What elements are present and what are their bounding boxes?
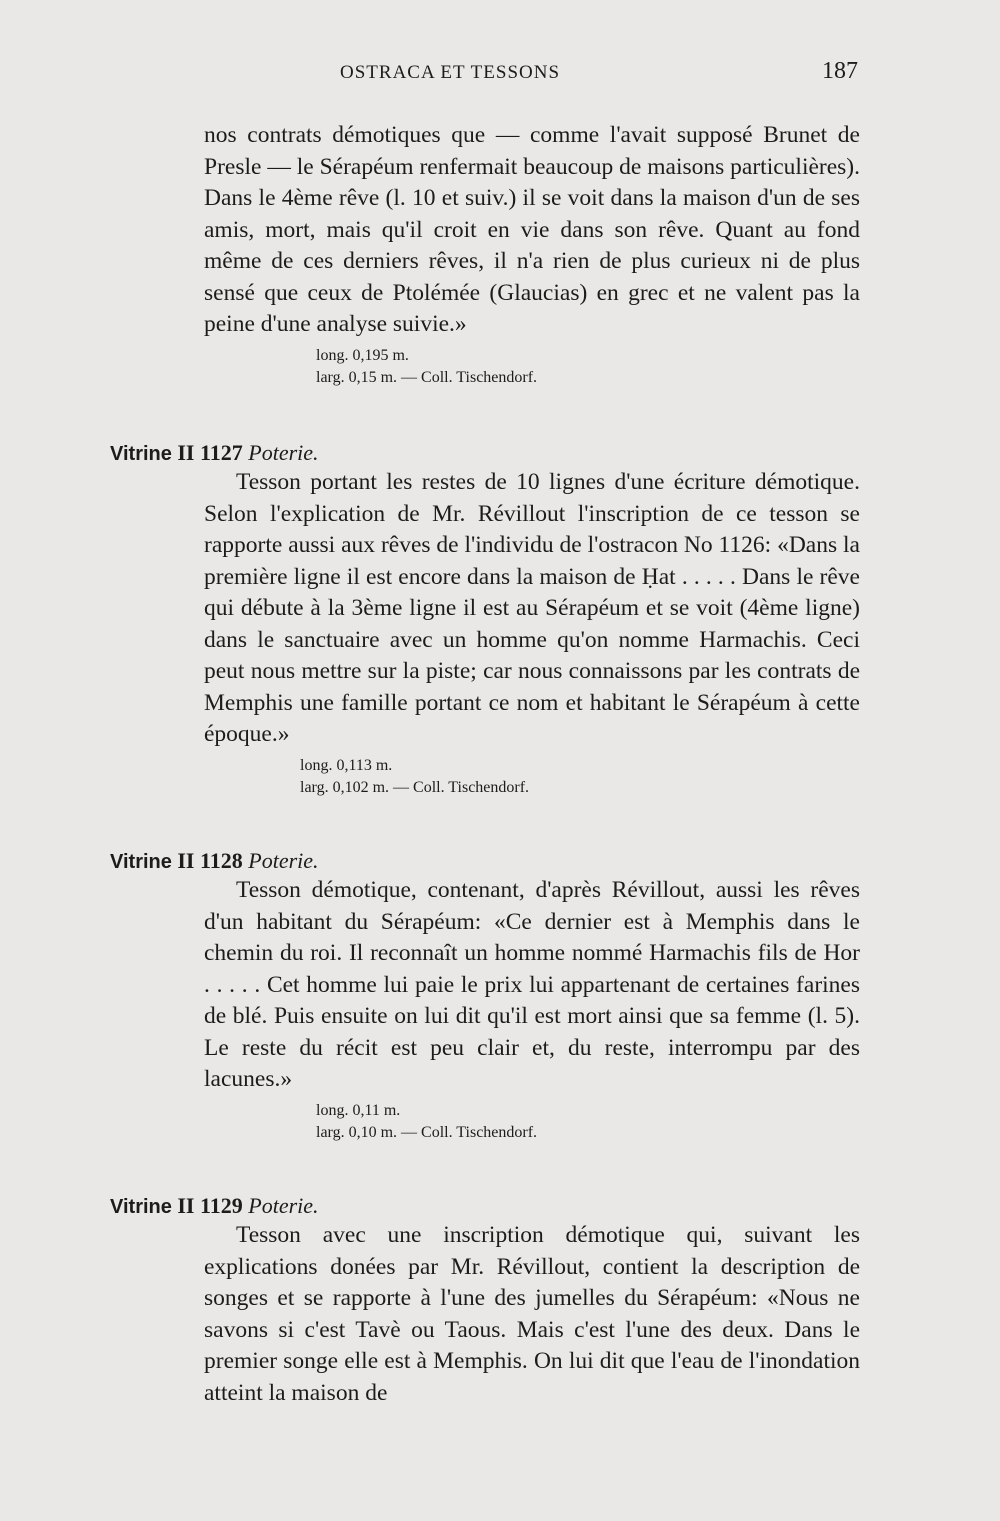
entry-1129 xyxy=(204,1220,860,1409)
entry-1129-heading xyxy=(110,1193,319,1219)
entry-1128-text: Tesson démotique, contenant, d'après Révillout, aussi les rêves d'un habitant du Sérapéum: «Ce dernier est à Memphis dans le chemin du roi. Il reconnaît un homme nommé Harmachis fils de Hor . . . . . Cet homme lui paie le prix lui appartenant de certaines farines de blé. Puis ensuite on lui dit qu'il est mort ainsi que sa femme (l. 5). Le reste du récit est peu clair et, du reste, interrompu par des lacunes.» xyxy=(204,877,860,1092)
entry-1128-width: larg. 0,10 m. — Coll. Tischendorf. xyxy=(316,1123,538,1141)
entry-1128-heading xyxy=(110,848,319,874)
entry-1129-text: Tesson avec une inscription démotique qui, suivant les explications donées par Mr. Révillout, contient la description de songes et se rapporte à l'une des jumelles du Sérapéum: «Nous ne savons si c'est Tavè ou Taous. Mais c'est l'une des deux. Dans le premier songe elle est à Memphis. On lui dit que l'eau de l'inondation atteint la maison de xyxy=(204,1222,860,1406)
catalog-number: II 1129 xyxy=(177,1193,243,1218)
object-kind: Poterie. xyxy=(248,848,319,873)
entry-1126-length: long. 0,195 m. xyxy=(316,346,409,364)
vitrine-label: Vitrine xyxy=(110,851,172,873)
running-title: OSTRACA ET TESSONS xyxy=(340,62,561,83)
entry-1126-continuation xyxy=(204,120,860,389)
vitrine-label: Vitrine xyxy=(110,1196,172,1218)
entry-1127 xyxy=(204,467,860,799)
entry-1127-length: long. 0,113 m. xyxy=(300,756,393,774)
entry-1126-width: larg. 0,15 m. — Coll. Tischendorf. xyxy=(316,368,538,386)
entry-1127-width: larg. 0,102 m. — Coll. Tischendorf. xyxy=(300,778,530,796)
entry-1127-text: Tesson portant les restes de 10 lignes d'une écriture démotique. Selon l'explication de Mr. Révillout l'inscription de ce tesson se rapporte aussi aux rêves de l'individu de l'ostracon No 1126: «Dans la première ligne il est encore dans la maison de Ḥat . . . . . Dans le rêve qui débute à la 3ème ligne il est au Sérapéum et se voit (4ème ligne) dans le sanctuaire avec un homme qu'on nomme Harmachis. Ceci peut nous mettre sur la piste; car nous connaissons par les contrats de Memphis une famille portant ce nom et habitant le Sérapéum à cette époque.» xyxy=(204,469,860,747)
catalog-number: II 1128 xyxy=(177,848,243,873)
entry-1128-length: long. 0,11 m. xyxy=(316,1101,401,1119)
catalog-number: II 1127 xyxy=(177,440,243,465)
entry-1128 xyxy=(204,875,860,1144)
object-kind: Poterie. xyxy=(248,440,319,465)
page-number: 187 xyxy=(822,58,858,84)
vitrine-label: Vitrine xyxy=(110,443,172,465)
entry-1127-heading xyxy=(110,440,319,466)
object-kind: Poterie. xyxy=(248,1193,319,1218)
entry-1126-text: nos contrats démotiques que — comme l'avait supposé Brunet de Presle — le Sérapéum renfermait beaucoup de maisons particulières). Dans le 4ème rêve (l. 10 et suiv.) il se voit dans la maison d'un de ses amis, mort, mais qu'il croit en vie dans son rêve. Quant au fond même de ces derniers rêves, il n'a rien de plus curieux ni de plus sensé que ceux de Ptolémée (Glaucias) en grec et ne valent pas la peine d'une analyse suivie.» xyxy=(204,122,860,337)
